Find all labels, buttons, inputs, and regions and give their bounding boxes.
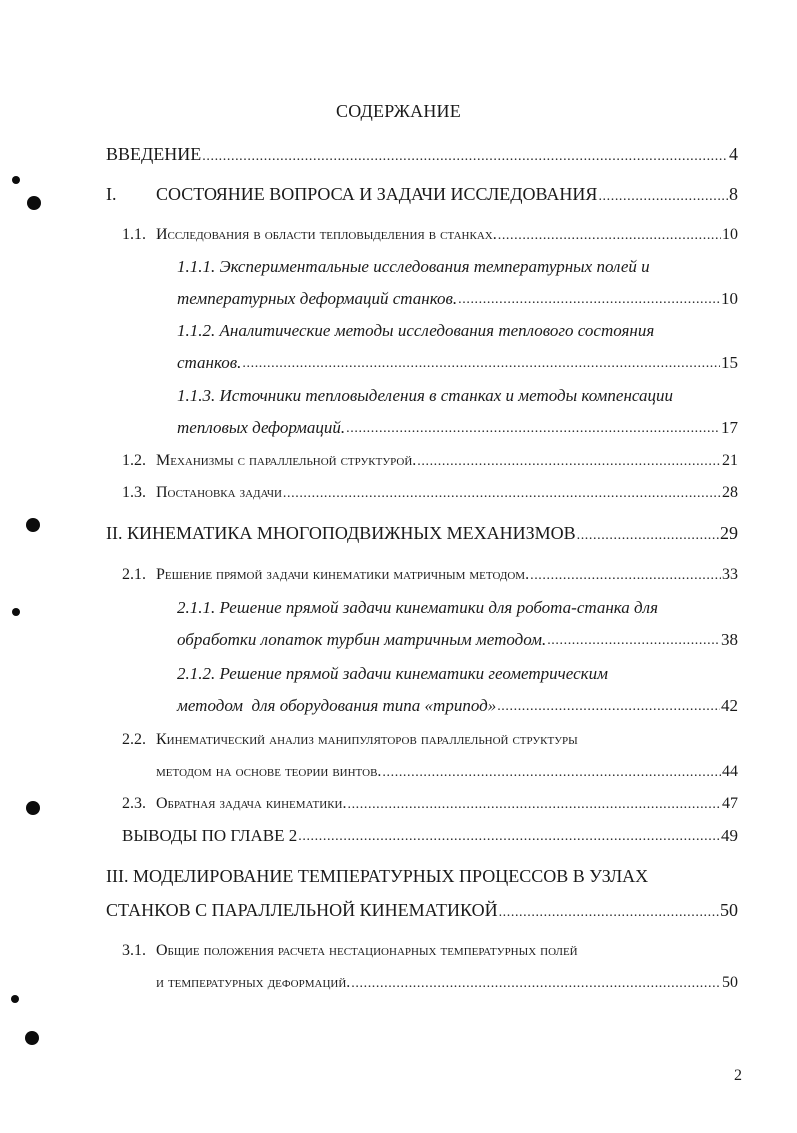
punch-hole (25, 1031, 39, 1045)
dot-leader (202, 149, 728, 165)
toc-entry-2-1-2-line1: 2.1.2. Решение прямой задачи кинематики геометрическим (177, 664, 608, 683)
punch-hole (11, 995, 19, 1003)
toc-entry-2-1 (122, 566, 738, 584)
toc-entry-number: 1.3. (122, 484, 146, 501)
toc-entry-1-1-1 (177, 289, 738, 309)
toc-entry-text: СОСТОЯНИЕ ВОПРОСА И ЗАДАЧИ ИССЛЕДОВАНИЯ (156, 184, 598, 204)
toc-entry-2-1-2 (177, 696, 738, 716)
punch-hole (12, 176, 20, 184)
page-title: СОДЕРЖАНИЕ (336, 101, 461, 121)
toc-page-number: 49 (721, 826, 738, 845)
toc-entry-1-2 (122, 452, 738, 470)
dot-leader (547, 633, 720, 649)
punch-hole (26, 801, 40, 815)
dot-leader (417, 454, 721, 470)
toc-entry-text: тепловых деформаций. (177, 418, 346, 437)
toc-entry-text: температурных деформаций станков. (177, 289, 458, 308)
page-number: 2 (734, 1067, 742, 1084)
dot-leader (346, 421, 720, 437)
toc-entry-text: методом на основе теории винтов. (156, 763, 382, 780)
toc-entry-text: Обратная задача кинематики. (156, 795, 347, 812)
dot-leader (382, 765, 721, 781)
dot-leader (499, 905, 719, 921)
toc-entry-number: 1.1. (122, 226, 146, 243)
toc-entry-text: Постановка задачи (156, 484, 282, 501)
toc-entry-text: станков. (177, 353, 242, 372)
toc-entry-text: Исследования в области тепловыделения в станках. (156, 226, 497, 243)
toc-entry-3-1 (156, 974, 738, 992)
toc-entry-2-3 (122, 795, 738, 813)
toc-entry-number: 2.3. (122, 795, 146, 812)
toc-page-number: 47 (722, 795, 738, 812)
toc-entry-text: ВЫВОДЫ ПО ГЛАВЕ 2 (122, 826, 298, 845)
toc-entry-number: 2.2. (122, 731, 146, 748)
toc-entry-chapter-3 (106, 900, 738, 921)
toc-entry-conclusions-2 (122, 826, 738, 846)
dot-leader (458, 292, 720, 308)
dot-leader (351, 976, 721, 992)
dot-leader (242, 356, 720, 372)
toc-page-number: 15 (721, 353, 738, 372)
toc-entry-1-1-3 (177, 418, 738, 438)
toc-entry-text: методом для оборудования типа «трипод» (177, 696, 497, 715)
dot-leader (498, 228, 721, 244)
toc-entry-3-1-line1 (122, 942, 578, 960)
toc-entry-text: СТАНКОВ С ПАРАЛЛЕЛЬНОЙ КИНЕМАТИКОЙ (106, 900, 498, 920)
dot-leader (530, 568, 721, 584)
toc-entry-1-1-2 (177, 353, 738, 373)
dot-leader (283, 486, 721, 502)
toc-page-number: 17 (721, 418, 738, 437)
toc-page-number: 33 (722, 566, 738, 583)
toc-page-number: 50 (722, 974, 738, 991)
toc-entry-text: Кинематический анализ манипуляторов параллельной структуры (156, 731, 578, 748)
toc-entry-number: 3.1. (122, 942, 146, 959)
toc-page-number: 10 (722, 226, 738, 243)
toc-page-number: 44 (722, 763, 738, 780)
toc-entry-1-1-3-line1: 1.1.3. Источники тепловыделения в станках и методы компенсации (177, 386, 673, 405)
toc-page-number: 38 (721, 630, 738, 649)
toc-page-number: 28 (722, 484, 738, 501)
toc-entry-2-2-line1 (122, 731, 578, 749)
toc-entry-text: ВВЕДЕНИЕ (106, 144, 202, 164)
toc-page-number: 50 (720, 900, 738, 920)
toc-entry-text: Решение прямой задачи кинематики матричным методом. (156, 566, 530, 583)
toc-entry-number: 2.1. (122, 566, 146, 583)
toc-entry-chapter-3-line1: III. МОДЕЛИРОВАНИЕ ТЕМПЕРАТУРНЫХ ПРОЦЕССОВ В УЗЛАХ (106, 866, 649, 886)
dot-leader (577, 528, 719, 544)
toc-entry-number: 1.2. (122, 452, 146, 469)
toc-entry-2-1-1-line1: 2.1.1. Решение прямой задачи кинематики для робота-станка для (177, 598, 658, 617)
toc-entry-1-1-2-line1: 1.1.2. Аналитические методы исследования теплового состояния (177, 321, 655, 340)
toc-entry-chapter-2 (106, 523, 738, 544)
punch-hole (27, 196, 41, 210)
dot-leader (298, 829, 720, 845)
toc-entry-1-1 (122, 226, 738, 244)
punch-hole (12, 608, 20, 616)
toc-entry-text: Механизмы с параллельной структурой. (156, 452, 417, 469)
toc-entry-1-1-1-line1: 1.1.1. Экспериментальные исследования температурных полей и (177, 257, 650, 276)
toc-entry-text: II. КИНЕМАТИКА МНОГОПОДВИЖНЫХ МЕХАНИЗМОВ (106, 523, 576, 543)
toc-entry-2-2 (156, 763, 738, 781)
toc-entry-text: и температурных деформаций. (156, 974, 351, 991)
dot-leader (347, 797, 721, 813)
toc-entry-chapter-1 (106, 184, 738, 205)
dot-leader (497, 699, 720, 715)
toc-page-number: 8 (729, 184, 738, 204)
toc-entry-text: обработки лопаток турбин матричным методом. (177, 630, 547, 649)
toc-page-number: 29 (720, 523, 738, 543)
toc-entry-2-1-1 (177, 630, 738, 650)
toc-page-number: 4 (729, 144, 738, 164)
punch-hole (26, 518, 40, 532)
toc-entry-intro (106, 144, 738, 165)
toc-entry-1-3 (122, 484, 738, 502)
toc-page-number: 10 (721, 289, 738, 308)
toc-entry-number: I. (106, 184, 117, 204)
toc-page-number: 21 (722, 452, 738, 469)
dot-leader (598, 189, 728, 205)
toc-entry-text: Общие положения расчета нестационарных температурных полей (156, 942, 578, 959)
toc-page-number: 42 (721, 696, 738, 715)
